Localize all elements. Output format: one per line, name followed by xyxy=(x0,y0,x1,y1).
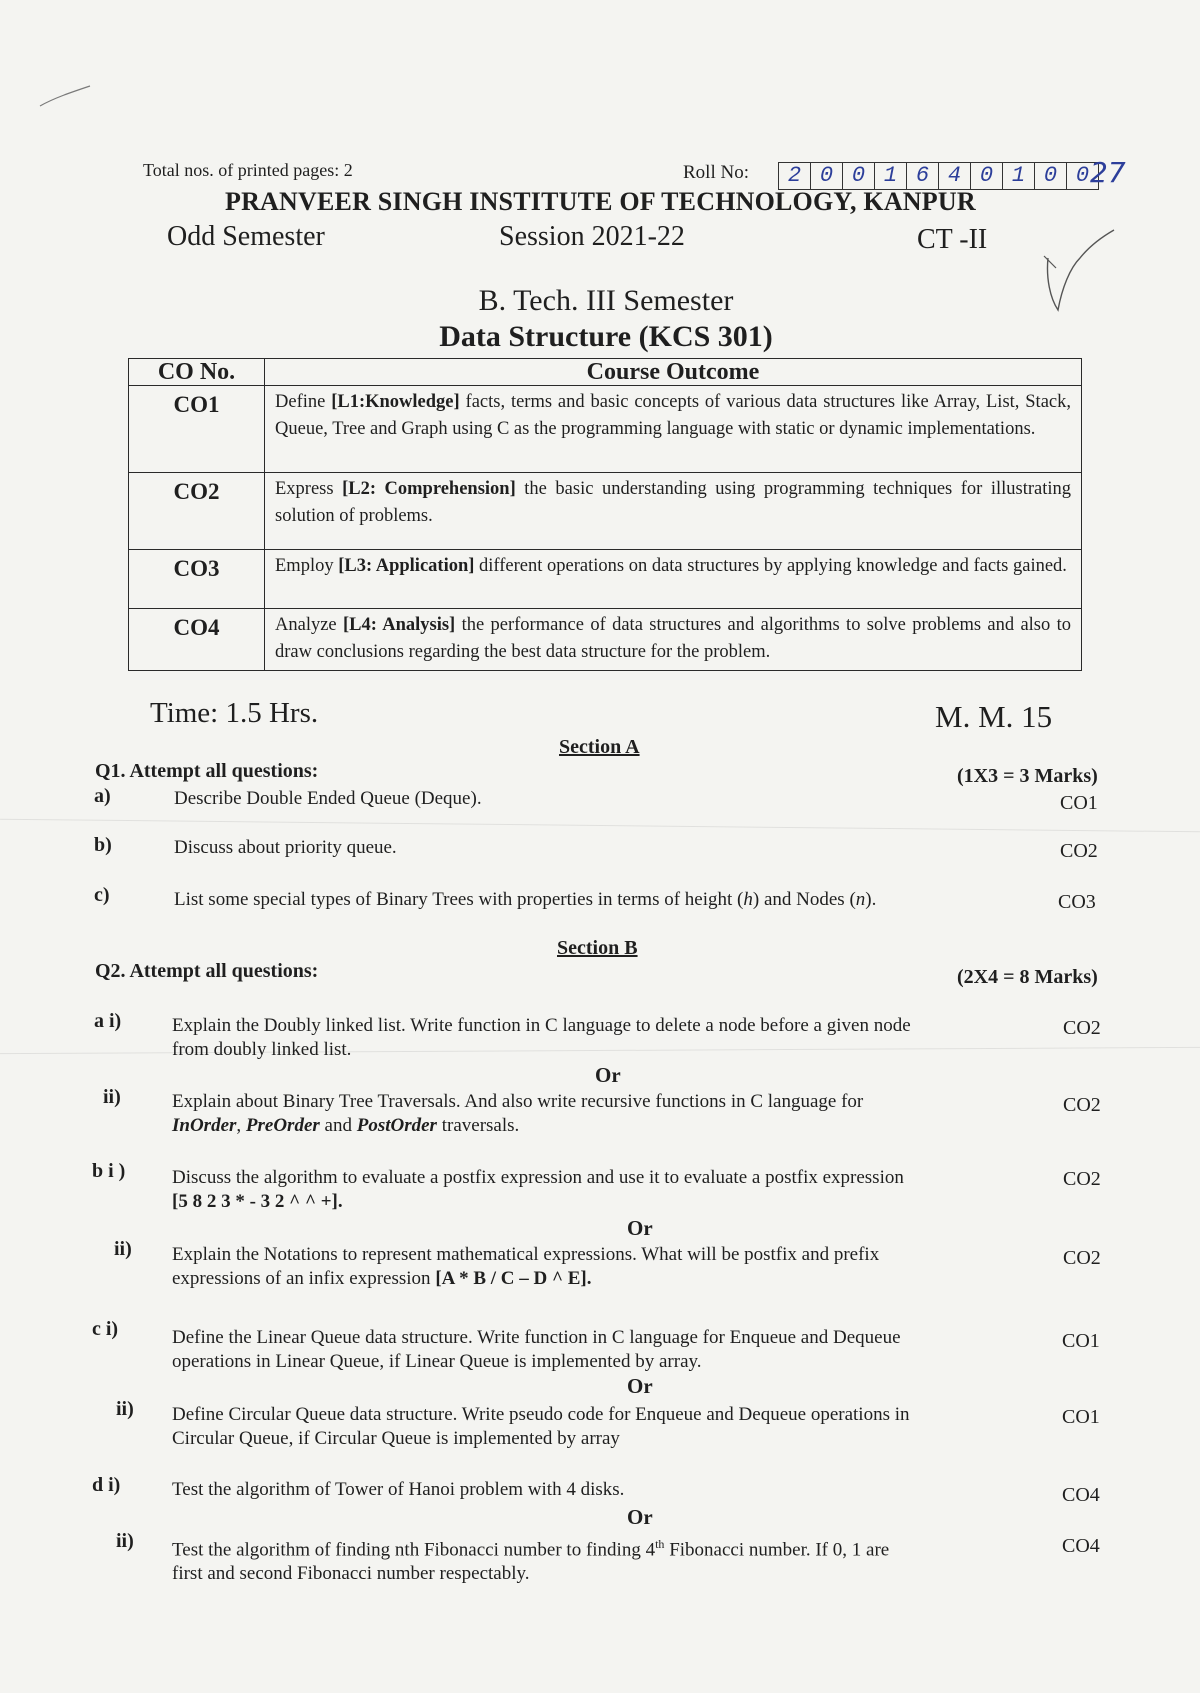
co-text: Employ xyxy=(275,556,339,576)
co-number: CO1 xyxy=(129,386,265,473)
question-text xyxy=(174,888,876,912)
roll-digit: 0 xyxy=(1035,162,1067,190)
text-part: Test the algorithm of finding nth Fibonacci number to finding 4 xyxy=(172,1539,656,1561)
roll-digit: 4 xyxy=(939,162,971,190)
traversal-postorder: PostOrder xyxy=(356,1115,437,1136)
table-header-row xyxy=(129,359,1082,386)
or-separator: Or xyxy=(627,1505,653,1529)
roll-digit: 0 xyxy=(843,162,875,190)
printed-pages-count: Total nos. of printed pages: 2 xyxy=(143,160,353,180)
co-description xyxy=(265,386,1082,473)
question-text xyxy=(172,1166,904,1214)
q2-marks: (2X4 = 8 Marks) xyxy=(957,966,1098,988)
question-number: ii) xyxy=(114,1238,132,1260)
co-text: Analyze xyxy=(275,615,343,635)
question-line: Define the Linear Queue data structure. Write function in C language for Enqueue and Dequeue xyxy=(172,1327,901,1348)
traversal-preorder: PreOrder xyxy=(245,1115,320,1136)
co-description xyxy=(265,550,1082,609)
text-part: ) and Nodes ( xyxy=(752,889,856,910)
co-tag: CO1 xyxy=(1062,1406,1100,1428)
co-tag: CO2 xyxy=(1063,1017,1101,1039)
question-number: b i ) xyxy=(92,1160,126,1182)
question-line xyxy=(172,1114,863,1138)
question-number: ii) xyxy=(103,1086,121,1108)
question-line xyxy=(172,1267,879,1291)
exam-duration: Time: 1.5 Hrs. xyxy=(150,697,319,729)
text-part: and xyxy=(319,1115,357,1136)
question-text xyxy=(172,1014,911,1062)
variable-h: h xyxy=(743,889,753,910)
or-separator: Or xyxy=(627,1374,653,1398)
table-row xyxy=(129,609,1082,671)
roll-number-handwritten-suffix: 27 xyxy=(1090,156,1126,189)
question-text xyxy=(172,1403,910,1451)
maximum-marks: M. M. 15 xyxy=(935,699,1053,734)
co-tag: CO1 xyxy=(1060,792,1098,814)
question-number: ii) xyxy=(116,1530,134,1552)
text-part: Fibonacci number. If 0, 1 are xyxy=(664,1539,890,1561)
question-line xyxy=(172,1532,889,1562)
paper-fold-line xyxy=(0,819,1200,833)
co-level: [L3: Application] xyxy=(338,556,475,576)
question-number: ii) xyxy=(116,1398,134,1420)
class-test-label: CT -II xyxy=(917,224,988,255)
course-name: Data Structure (KCS 301) xyxy=(439,320,773,353)
variable-n: n xyxy=(855,889,866,910)
traversal-inorder: InOrder xyxy=(172,1115,237,1136)
text-part: List some special types of Binary Trees with properties in terms of height ( xyxy=(174,889,744,910)
question-line: Circular Queue, if Circular Queue is implemented by array xyxy=(172,1428,620,1449)
co-text: Express xyxy=(275,479,343,499)
session-year: Session 2021-22 xyxy=(499,221,685,252)
question-text xyxy=(172,1532,889,1586)
co-number: CO3 xyxy=(129,550,265,609)
q1-heading: Q1. Attempt all questions: xyxy=(95,760,319,782)
co-level: [L4: Analysis] xyxy=(342,615,456,635)
question-line: Discuss the algorithm to evaluate a postfix expression and use it to evaluate a postfix expression xyxy=(172,1167,904,1188)
pen-mark xyxy=(36,80,96,110)
text-part: , xyxy=(236,1115,246,1136)
text-part: traversals. xyxy=(436,1115,520,1136)
ordinal-suffix: th xyxy=(655,1537,665,1551)
question-line: Explain the Notations to represent mathematical expressions. What will be postfix and prefix xyxy=(172,1244,880,1265)
question-number: a i) xyxy=(94,1010,122,1032)
course-outcome-table xyxy=(128,358,1082,671)
question-text: Discuss about priority queue. xyxy=(174,837,397,858)
co-text: different operations on data structures by applying knowledge and facts gained. xyxy=(474,556,1067,576)
semester-type: Odd Semester xyxy=(167,221,325,252)
roll-digit: 0 xyxy=(971,162,1003,190)
table-row xyxy=(129,550,1082,609)
question-text xyxy=(172,1326,901,1374)
or-separator: Or xyxy=(595,1063,621,1087)
co-tag: CO2 xyxy=(1063,1247,1101,1269)
co-tag: CO3 xyxy=(1058,891,1096,913)
text-part: ). xyxy=(865,889,877,910)
co-tag: CO2 xyxy=(1063,1094,1101,1116)
column-header-course-outcome: Course Outcome xyxy=(265,359,1082,386)
question-text xyxy=(172,1478,624,1502)
co-tag: CO4 xyxy=(1062,1484,1100,1506)
infix-expression: [A * B / C – D ^ E]. xyxy=(435,1268,592,1289)
question-number: c) xyxy=(94,884,110,906)
question-text: Describe Double Ended Queue (Deque). xyxy=(174,788,482,809)
question-number: c i) xyxy=(92,1318,119,1340)
co-tag: CO1 xyxy=(1062,1330,1100,1352)
co-description xyxy=(265,473,1082,550)
section-b-title: Section B xyxy=(557,937,638,959)
question-line: Test the algorithm of Tower of Hanoi problem with 4 disks. xyxy=(172,1479,625,1500)
co-text: the performance of data structures and algorithms to solve problems and also to draw conclusions regarding the best data structure for the problem. xyxy=(275,615,1071,662)
roll-digit: 0 xyxy=(811,162,843,190)
column-header-co-no: CO No. xyxy=(129,359,265,386)
q1-marks: (1X3 = 3 Marks) xyxy=(957,765,1098,787)
table-row xyxy=(129,386,1082,473)
course-year: B. Tech. III Semester xyxy=(478,284,734,317)
co-tag: CO4 xyxy=(1062,1535,1100,1557)
co-text: the basic understanding using programming techniques for illustrating solution of problems. xyxy=(275,479,1072,526)
co-description xyxy=(265,609,1082,671)
question-number: a) xyxy=(94,785,111,807)
question-number: b) xyxy=(94,834,112,856)
text-part: expressions of an infix expression xyxy=(172,1268,436,1289)
question-text xyxy=(172,1243,879,1291)
question-number: d i) xyxy=(92,1474,121,1496)
question-text xyxy=(172,1090,863,1138)
co-text: facts, terms and basic concepts of various data structures like Array, List, Stack, Queue, Tree and Graph using C as the programming language with static or dynamic implementations. xyxy=(275,392,1071,439)
question-line: operations in Linear Queue, if Linear Queue is implemented by array. xyxy=(172,1351,702,1372)
question-line: Define Circular Queue data structure. Write pseudo code for Enqueue and Dequeue operations in xyxy=(172,1404,910,1425)
postfix-expression: [5 8 2 3 * - 3 2 ^ ^ +]. xyxy=(172,1191,343,1212)
question-line: from doubly linked list. xyxy=(172,1039,352,1060)
co-number: CO4 xyxy=(129,609,265,671)
question-line: Explain the Doubly linked list. Write function in C language to delete a node before a given node xyxy=(172,1015,911,1036)
q2-heading: Q2. Attempt all questions: xyxy=(95,960,319,982)
table-row xyxy=(129,473,1082,550)
co-tag: CO2 xyxy=(1063,1168,1101,1190)
roll-digit: 0 xyxy=(1067,162,1099,190)
roll-digit: 6 xyxy=(907,162,939,190)
co-tag: CO2 xyxy=(1060,840,1098,862)
roll-digit: 1 xyxy=(875,162,907,190)
section-a-title: Section A xyxy=(559,736,640,758)
co-number: CO2 xyxy=(129,473,265,550)
roll-number-boxes xyxy=(778,162,1099,190)
roll-number-label: Roll No: xyxy=(683,162,749,183)
question-line: first and second Fibonacci number respectably. xyxy=(172,1563,530,1585)
roll-digit: 1 xyxy=(1003,162,1035,190)
institute-name: PRANVEER SINGH INSTITUTE OF TECHNOLOGY, KANPUR xyxy=(225,187,976,216)
co-level: [L2: Comprehension] xyxy=(342,479,516,499)
co-level: [L1:Knowledge] xyxy=(331,392,460,412)
roll-digit: 2 xyxy=(778,162,811,190)
co-text: Define xyxy=(275,392,332,412)
or-separator: Or xyxy=(627,1216,653,1240)
question-line: Explain about Binary Tree Traversals. And also write recursive functions in C language for xyxy=(172,1091,864,1112)
